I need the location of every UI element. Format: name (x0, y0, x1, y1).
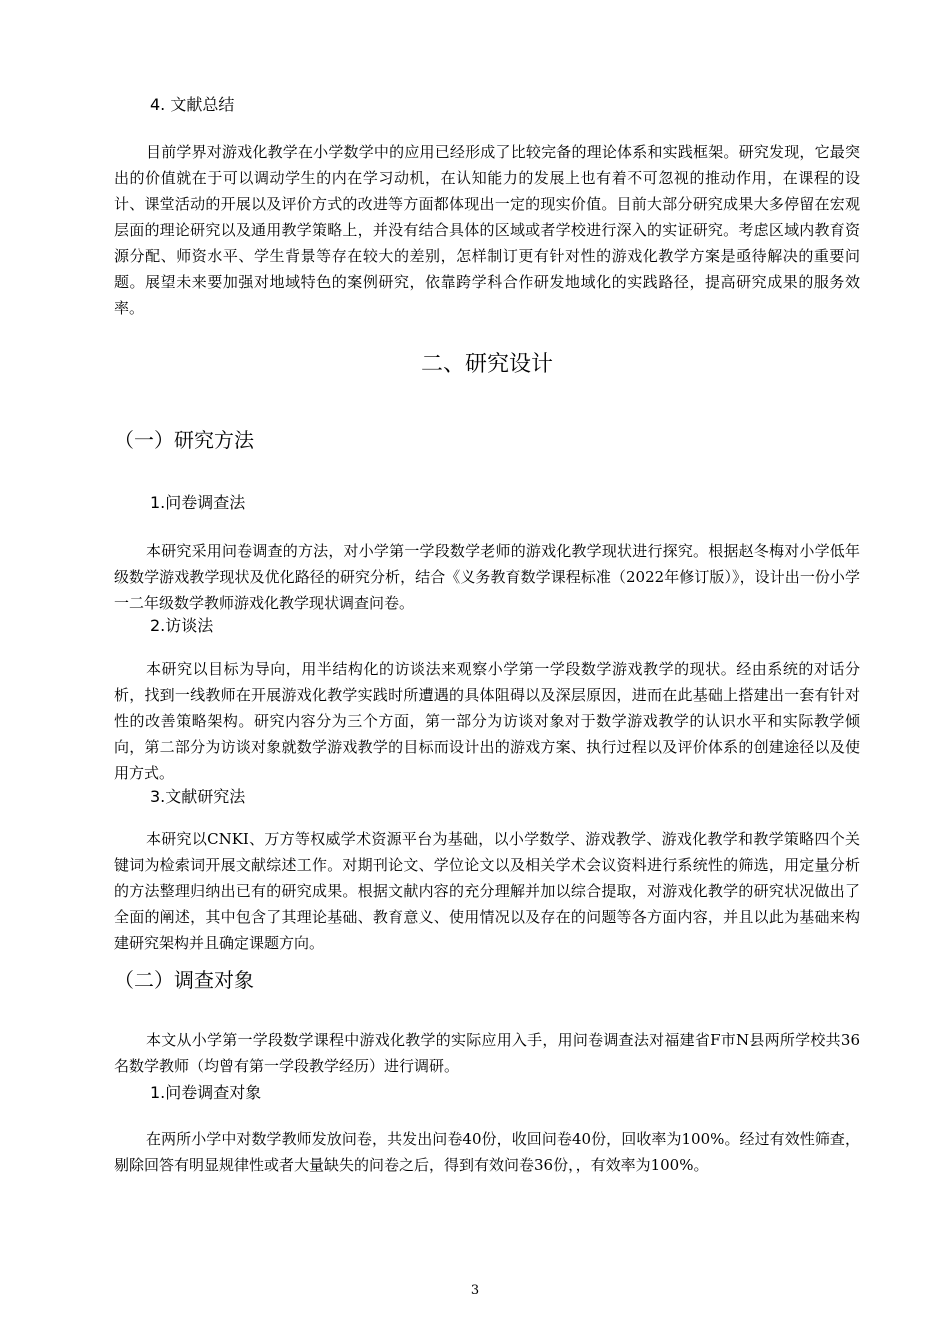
chapter-title: 二、研究设计 (420, 352, 553, 377)
subheading-questionnaire-method: 1.问卷调查法 (150, 493, 246, 512)
subheading-interview-method: 2.访谈法 (150, 616, 214, 635)
paragraph-literature-method: 本研究以CNKI、万方等权威学术资源平台为基础，以小学数学、游戏教学、游戏化教学和教学策略四个关键词为检索词开展文献综述工作。对期刊论文、学位论文以及相关学术会议资料进行系统性的筛选，用定量分析的方法整理归纳出已有的研究成果。根据文献内容的充分理解并加以综合提取，对游戏化教学的研究状况做出了全面的阐述，其中包含了其理论基础、教育意义、使用情况以及存在的问题等各方面内容，并且以此为基础来构建研究架构并且确定课题方向。 (114, 830, 860, 952)
subheading-literature-method: 3.文献研究法 (150, 787, 246, 806)
paragraph-interview-method: 本研究以目标为导向，用半结构化的访谈法来观察小学第一学段数学游戏教学的现状。经由系统的对话分析，找到一线教师在开展游戏化教学实践时所遭遇的具体阻碍以及深层原因，进而在此基础上搭建出一套有针对性的改善策略架构。研究内容分为三个方面，第一部分为访谈对象对于数学游戏教学的认识水平和实际教学倾向，第二部分为访谈对象就数学游戏教学的目标而设计出的游戏方案、执行过程以及评价体系的创建途径以及使用方式。 (114, 660, 860, 782)
section-heading-survey-subjects: （二）调查对象 (114, 968, 254, 992)
section-heading-research-methods: （一）研究方法 (114, 428, 254, 452)
subheading-questionnaire-subjects: 1.问卷调查对象 (150, 1083, 262, 1102)
paragraph-survey-subjects: 本文从小学第一学段数学课程中游戏化教学的实际应用入手，用问卷调查法对福建省F市N县两所学校共36名数学教师（均曾有第一学段教学经历）进行调研。 (114, 1031, 860, 1075)
paragraph-questionnaire-subjects: 在两所小学中对数学教师发放问卷，共发出问卷40份，收回问卷40份，回收率为100%。经过有效性筛查，剔除回答有明显规律性或者大量缺失的问卷之后，得到有效问卷36份，，有效率为100%。 (114, 1130, 860, 1174)
section-heading-literature-summary: 4. 文献总结 (150, 95, 235, 114)
page-number: 3 (470, 1283, 480, 1298)
paragraph-literature-summary: 目前学界对游戏化教学在小学数学中的应用已经形成了比较完备的理论体系和实践框架。研究发现，它最突出的价值就在于可以调动学生的内在学习动机，在认知能力的发展上也有着不可忽视的推动作用，在课程的设计、课堂活动的开展以及评价方式的改进等方面都体现出一定的现实价值。目前大部分研究成果大多停留在宏观层面的理论研究以及通用教学策略上，并没有结合具体的区域或者学校进行深入的实证研究。考虑区域内教育资源分配、师资水平、学生背景等存在较大的差别，怎样制订更有针对性的游戏化教学方案是亟待解决的重要问题。展望未来要加强对地域特色的案例研究，依靠跨学科合作研发地域化的实践路径，提高研究成果的服务效率。 (114, 143, 860, 317)
paragraph-questionnaire-method: 本研究采用问卷调查的方法，对小学第一学段数学老师的游戏化教学现状进行探究。根据赵冬梅对小学低年级数学游戏教学现状及优化路径的研究分析，结合《义务教育数学课程标准（2022年修订版）》，设计出一份小学一二年级数学教师游戏化教学现状调查问卷。 (114, 542, 860, 612)
